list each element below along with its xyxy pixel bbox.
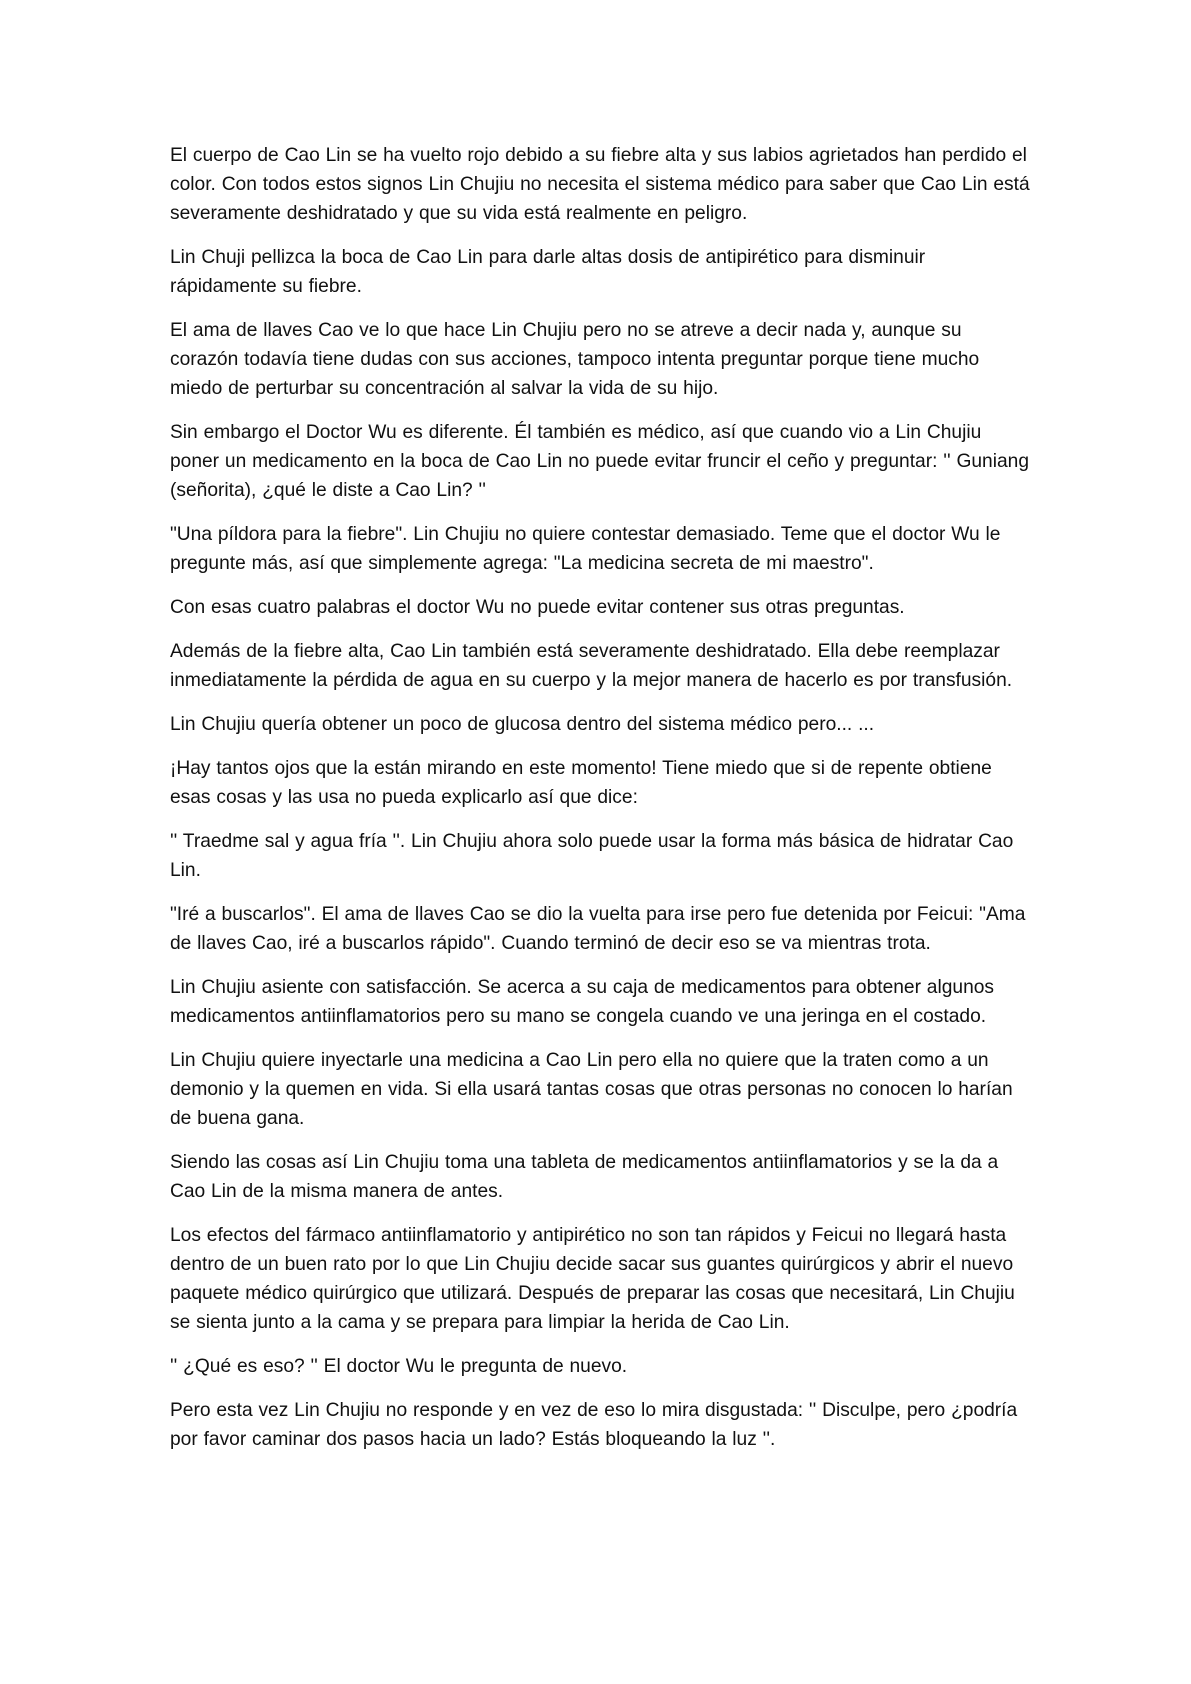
paragraph: Lin Chuji pellizca la boca de Cao Lin para darle altas dosis de antipirético para disminuir rápidamente su fiebre. [170, 247, 926, 297]
paragraph: Pero esta vez Lin Chujiu no responde y en vez de eso lo mira disgustada: '' Disculpe, pero ¿podría por favor caminar dos pasos hacia un lado? Estás bloqueando la luz ''. [170, 1400, 1018, 1450]
paragraph: Con esas cuatro palabras el doctor Wu no puede evitar contener sus otras preguntas. [170, 597, 905, 618]
paragraph: El cuerpo de Cao Lin se ha vuelto rojo debido a su fiebre alta y sus labios agrietados han perdido el color. Con todos estos signos Lin Chujiu no necesita el sistema médico para saber que Cao Lin está severamente deshidratado y que su vida está realmente en peligro. [170, 145, 1030, 224]
paragraph: ¡Hay tantos ojos que la están mirando en este momento! Tiene miedo que si de repente obtiene esas cosas y las usa no pueda explicarlo así que dice: [170, 758, 992, 808]
paragraph: Lin Chujiu asiente con satisfacción. Se acerca a su caja de medicamentos para obtener algunos medicamentos antiinflamatorios pero su mano se congela cuando ve una jeringa en el costado. [170, 977, 995, 1027]
paragraph: '' Traedme sal y agua fría ''. Lin Chujiu ahora solo puede usar la forma más básica de hidratar Cao Lin. [170, 831, 1014, 881]
paragraph: "Iré a buscarlos". El ama de llaves Cao se dio la vuelta para irse pero fue detenida por Feicui: "Ama de llaves Cao, iré a buscarlos rápido". Cuando terminó de decir eso se va mientras trota. [170, 904, 1026, 954]
paragraph: "Una píldora para la fiebre". Lin Chujiu no quiere contestar demasiado. Teme que el doctor Wu le pregunte más, así que simplemente agrega: "La medicina secreta de mi maestro". [170, 524, 1001, 574]
paragraph: Siendo las cosas así Lin Chujiu toma una tableta de medicamentos antiinflamatorios y se la da a Cao Lin de la misma manera de antes. [170, 1152, 999, 1202]
document-body [170, 141, 1030, 1469]
paragraph: Sin embargo el Doctor Wu es diferente. Él también es médico, así que cuando vio a Lin Chujiu poner un medicamento en la boca de Cao Lin no puede evitar fruncir el ceño y preguntar: '' Guniang (señorita), ¿qué le diste a Cao Lin? '' [170, 422, 1029, 501]
paragraph: Lin Chujiu quiere inyectarle una medicina a Cao Lin pero ella no quiere que la traten como a un demonio y la quemen en vida. Si ella usará tantas cosas que otras personas no conocen lo harían de buena gana. [170, 1050, 1013, 1129]
paragraph: Los efectos del fármaco antiinflamatorio y antipirético no son tan rápidos y Feicui no llegará hasta dentro de un buen rato por lo que Lin Chujiu decide sacar sus guantes quirúrgicos y abrir el nuevo paquete médico quirúrgico que utilizará. Después de preparar las cosas que necesitará, Lin Chujiu se sienta junto a la cama y se prepara para limpiar la herida de Cao Lin. [170, 1225, 1015, 1333]
paragraph: '' ¿Qué es eso? '' El doctor Wu le pregunta de nuevo. [170, 1356, 628, 1377]
paragraph: Además de la fiebre alta, Cao Lin también está severamente deshidratado. Ella debe reemplazar inmediatamente la pérdida de agua en su cuerpo y la mejor manera de hacerlo es por transfusión. [170, 641, 1013, 691]
paragraph: El ama de llaves Cao ve lo que hace Lin Chujiu pero no se atreve a decir nada y, aunque su corazón todavía tiene dudas con sus acciones, tampoco intenta preguntar porque tiene mucho miedo de perturbar su concentración al salvar la vida de su hijo. [170, 320, 980, 399]
paragraph: Lin Chujiu quería obtener un poco de glucosa dentro del sistema médico pero... ... [170, 714, 875, 735]
